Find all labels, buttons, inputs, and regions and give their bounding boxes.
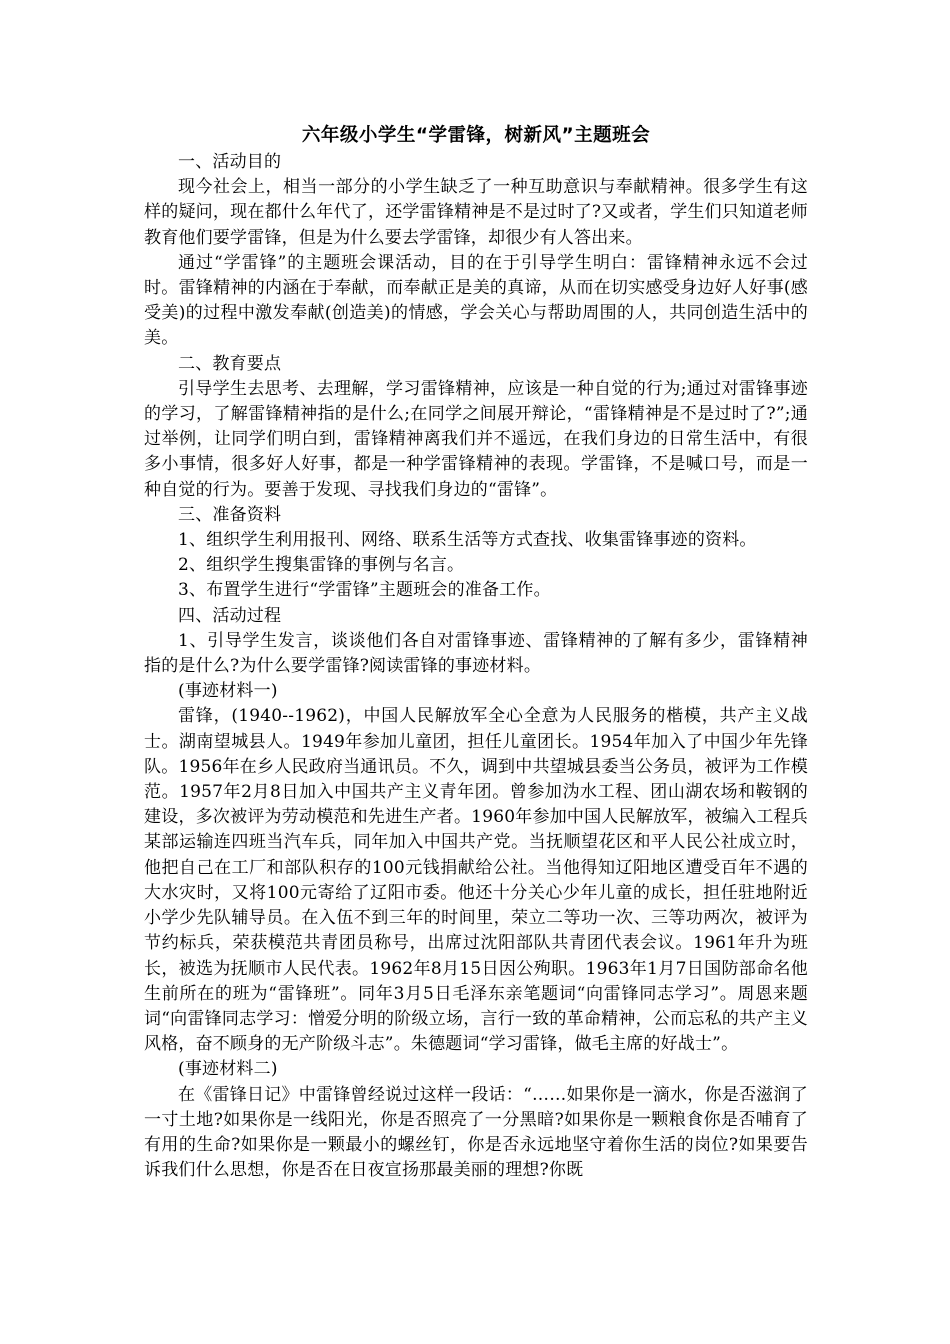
list-item: 2、组织学生搜集雷锋的事例与名言。 xyxy=(178,555,465,576)
paragraph: 通过“学雷锋”的主题班会课活动，目的在于引导学生明白：雷锋精神永远不会过时。雷锋精神的内涵在于奉献，而奉献正是美的真谛，从而在切实感受身边好人好事(感受美)的过程中激发奉献(创造美)的情感，学会关心与帮助周围的人，共同创造生活中的美。 xyxy=(144,252,808,349)
paragraph: 在《雷锋日记》中雷锋曾经说过这样一段话：“……如果你是一滴水，你是否滋润了一寸土地?如果你是一线阳光，你是否照亮了一分黑暗?如果你是一颗粮食你是否哺育了有用的生命?如果你是一颗最小的螺丝钉，你是否永远地坚守着你生活的岗位?如果要告诉我们什么思想，你是否在日夜宣扬那最美丽的理想?你既 xyxy=(144,1084,808,1181)
list-item: 1、引导学生发言，谈谈他们各自对雷锋事迹、雷锋精神的了解有多少，雷锋精神指的是什么?为什么要学雷锋?阅读雷锋的事迹材料。 xyxy=(144,630,808,677)
document-title: 六年级小学生“学雷锋，树新风”主题班会 xyxy=(301,125,651,146)
list-item: 3、布置学生进行“学雷锋”主题班会的准备工作。 xyxy=(178,580,551,601)
paragraph: 引导学生去思考、去理解，学习雷锋精神，应该是一种自觉的行为;通过对雷锋事迹的学习，了解雷锋精神指的是什么;在同学之间展开辩论，“雷锋精神是不是过时了?”;通过举例，让同学们明白到，雷锋精神离我们并不遥远，在我们身边的日常生活中，有很多小事情，很多好人好事，都是一种学雷锋精神的表现。学雷锋，不是喊口号，而是一种自觉的行为。要善于发现、寻找我们身边的“雷锋”。 xyxy=(144,378,808,500)
paragraph: 现今社会上，相当一部分的小学生缺乏了一种互助意识与奉献精神。很多学生有这样的疑问，现在都什么年代了，还学雷锋精神是不是过时了?又或者，学生们只知道老师教育他们要学雷锋，但是为什么要去学雷锋，却很少有人答出来。 xyxy=(144,177,808,248)
section-heading-key-points: 二、教育要点 xyxy=(178,353,282,374)
section-heading-materials: 三、准备资料 xyxy=(178,504,282,525)
material-label: (事迹材料二) xyxy=(178,1059,278,1080)
document-page xyxy=(144,122,808,1183)
list-item: 1、组织学生利用报刊、网络、联系生活等方式查找、收集雷锋事迹的资料。 xyxy=(178,530,757,551)
material-label: (事迹材料一) xyxy=(178,681,278,702)
section-heading-process: 四、活动过程 xyxy=(178,605,282,626)
section-heading-purpose: 一、活动目的 xyxy=(178,152,282,172)
paragraph: 雷锋，(1940--1962)，中国人民解放军全心全意为人民服务的楷模，共产主义战士。湖南望城县人。1949年参加儿童团，担任儿童团长。1954年加入了中国少年先锋队。1956年在乡人民政府当通讯员。不久，调到中共望城县委当公务员，被评为工作模范。1957年2月8日加入中国共产主义青年团。曾参加沩水工程、团山湖农场和鞍钢的建设，多次被评为劳动模范和先进生产者。1960年参加中国人民解放军，被编入工程兵某部运输连四班当汽车兵，同年加入中国共产党。当抚顺望花区和平人民公社成立时，他把自己在工厂和部队积存的100元钱捐献给公社。当他得知辽阳地区遭受百年不遇的大水灾时，又将100元寄给了辽阳市委。他还十分关心少年儿童的成长，担任驻地附近小学少先队辅导员。在入伍不到三年的时间里，荣立二等功一次、三等功两次，被评为节约标兵，荣获模范共青团员称号，出席过沈阳部队共青团代表会议。1961年升为班长，被选为抚顺市人民代表。1962年8月15日因公殉职。1963年1月7日国防部命名他生前所在的班为“雷锋班”。同年3月5日毛泽东亲笔题词“向雷锋同志学习”。周恩来题词“向雷锋同志学习：憎爱分明的阶级立场，言行一致的革命精神，公而忘私的共产主义风格，奋不顾身的无产阶级斗志”。朱德题词“学习雷锋，做毛主席的好战士”。 xyxy=(144,706,808,1055)
